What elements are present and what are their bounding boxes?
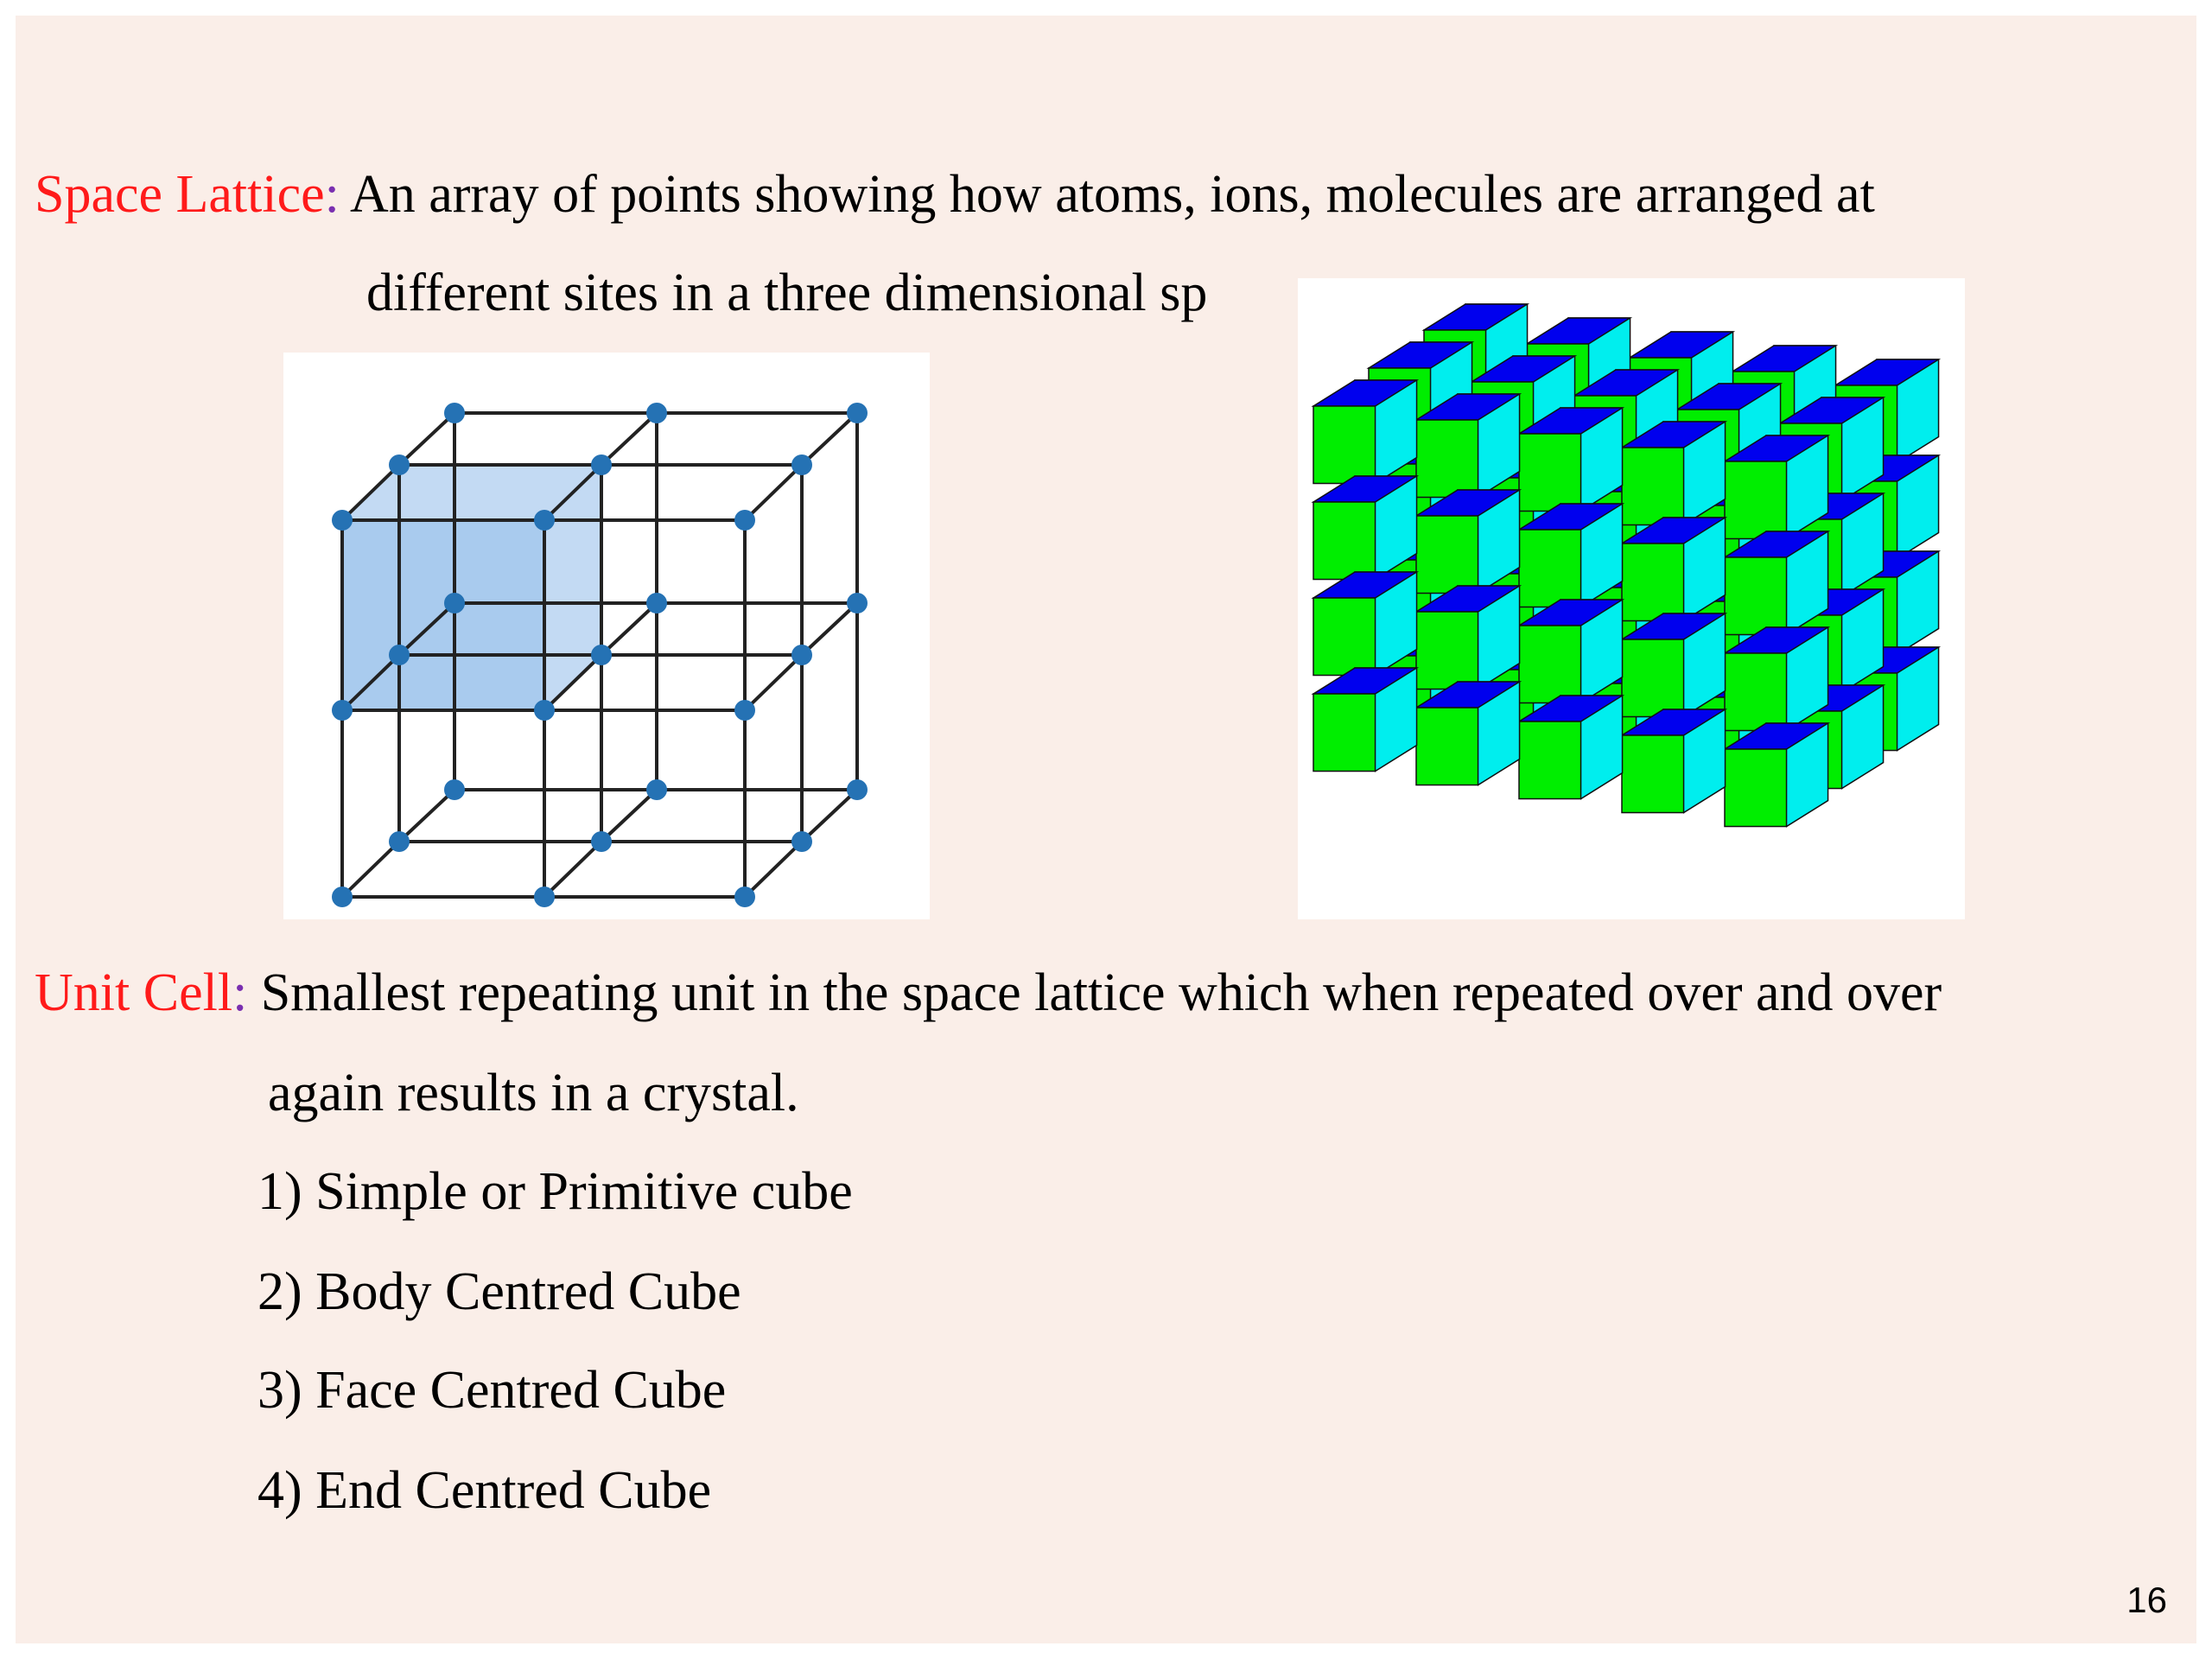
lattice-edge bbox=[802, 603, 857, 655]
lattice-point bbox=[389, 454, 410, 475]
space-lattice-text-line1: An array of points showing how atoms, ions, molecules are arranged at bbox=[339, 165, 1875, 224]
lattice-edge bbox=[802, 413, 857, 465]
cube-front bbox=[1725, 749, 1787, 827]
type-item-2: 2) Body Centred Cube bbox=[257, 1262, 741, 1321]
lattice-edge bbox=[399, 790, 454, 842]
type-item-3: 3) Face Centred Cube bbox=[257, 1361, 727, 1420]
cube-front bbox=[1725, 461, 1787, 539]
cube-front bbox=[1416, 420, 1478, 498]
lattice-point bbox=[847, 403, 868, 423]
lattice-point bbox=[591, 831, 612, 852]
lattice-edge bbox=[544, 842, 601, 897]
lattice-point bbox=[791, 454, 812, 475]
lattice-point bbox=[332, 700, 353, 721]
cube-front bbox=[1622, 448, 1684, 525]
lattice-point bbox=[444, 403, 465, 423]
lattice-point bbox=[646, 779, 667, 800]
space-lattice-colon: : bbox=[324, 165, 340, 224]
slide bbox=[16, 16, 2196, 1643]
cube-front bbox=[1313, 598, 1376, 676]
lattice-point bbox=[389, 645, 410, 665]
cube-front bbox=[1519, 721, 1581, 799]
type-item-1: 1) Simple or Primitive cube bbox=[257, 1162, 853, 1221]
cube-front bbox=[1519, 434, 1581, 512]
space-lattice-text-line2: different sites in a three dimensional sp bbox=[366, 264, 1208, 322]
cube-front bbox=[1622, 543, 1684, 621]
lattice-point bbox=[734, 887, 755, 907]
unit-cell-term: Unit Cell bbox=[35, 963, 233, 1022]
lattice-edge bbox=[745, 655, 802, 710]
space-lattice-definition-line1 bbox=[35, 165, 1875, 224]
cube-front bbox=[1416, 516, 1478, 594]
unit-cell-definition-line1 bbox=[35, 963, 1942, 1022]
cube-front bbox=[1622, 639, 1684, 717]
cube-front bbox=[1416, 612, 1478, 690]
lattice-point bbox=[444, 779, 465, 800]
lattice-point bbox=[847, 779, 868, 800]
crystal-cubes-image bbox=[1298, 278, 1965, 919]
stacked-cubes-icon bbox=[1298, 278, 1965, 919]
lattice-point bbox=[591, 454, 612, 475]
lattice-edge bbox=[399, 413, 454, 465]
cube-front bbox=[1313, 406, 1376, 484]
cube-front bbox=[1519, 626, 1581, 703]
lattice-edge bbox=[745, 465, 802, 520]
lattice-point bbox=[389, 831, 410, 852]
lattice-point bbox=[332, 510, 353, 531]
space-lattice-term: Space Lattice bbox=[35, 165, 325, 224]
lattice-point bbox=[734, 510, 755, 531]
cube-front bbox=[1725, 557, 1787, 635]
lattice-point bbox=[534, 700, 555, 721]
unit-cell-text-line1: Smallest repeating unit in the space lattice which when repeated over and over bbox=[247, 963, 1942, 1022]
lattice-point bbox=[791, 831, 812, 852]
lattice-edge bbox=[601, 790, 657, 842]
unit-cell-text-line2: again results in a crystal. bbox=[268, 1064, 799, 1122]
page-number: 16 bbox=[2126, 1580, 2167, 1620]
lattice-point bbox=[534, 887, 555, 907]
lattice-point bbox=[591, 645, 612, 665]
cube-front bbox=[1725, 653, 1787, 731]
lattice-edge bbox=[601, 603, 657, 655]
lattice-edge bbox=[745, 842, 802, 897]
cubic-lattice-icon bbox=[283, 353, 930, 919]
lattice-point bbox=[847, 593, 868, 613]
cube-front bbox=[1622, 735, 1684, 813]
cube-front bbox=[1416, 708, 1478, 785]
lattice-point bbox=[534, 510, 555, 531]
lattice-point bbox=[444, 593, 465, 613]
type-item-4: 4) End Centred Cube bbox=[257, 1461, 712, 1520]
lattice-point bbox=[791, 645, 812, 665]
lattice-edge bbox=[342, 842, 399, 897]
lattice-point bbox=[646, 593, 667, 613]
lattice-diagram-image bbox=[283, 353, 930, 919]
lattice-edge bbox=[601, 413, 657, 465]
lattice-point bbox=[332, 887, 353, 907]
cube-front bbox=[1313, 502, 1376, 580]
unit-cell-colon: : bbox=[232, 963, 248, 1022]
lattice-point bbox=[734, 700, 755, 721]
cube-front bbox=[1313, 694, 1376, 772]
lattice-edge bbox=[802, 790, 857, 842]
lattice-point bbox=[646, 403, 667, 423]
cube-front bbox=[1519, 530, 1581, 607]
